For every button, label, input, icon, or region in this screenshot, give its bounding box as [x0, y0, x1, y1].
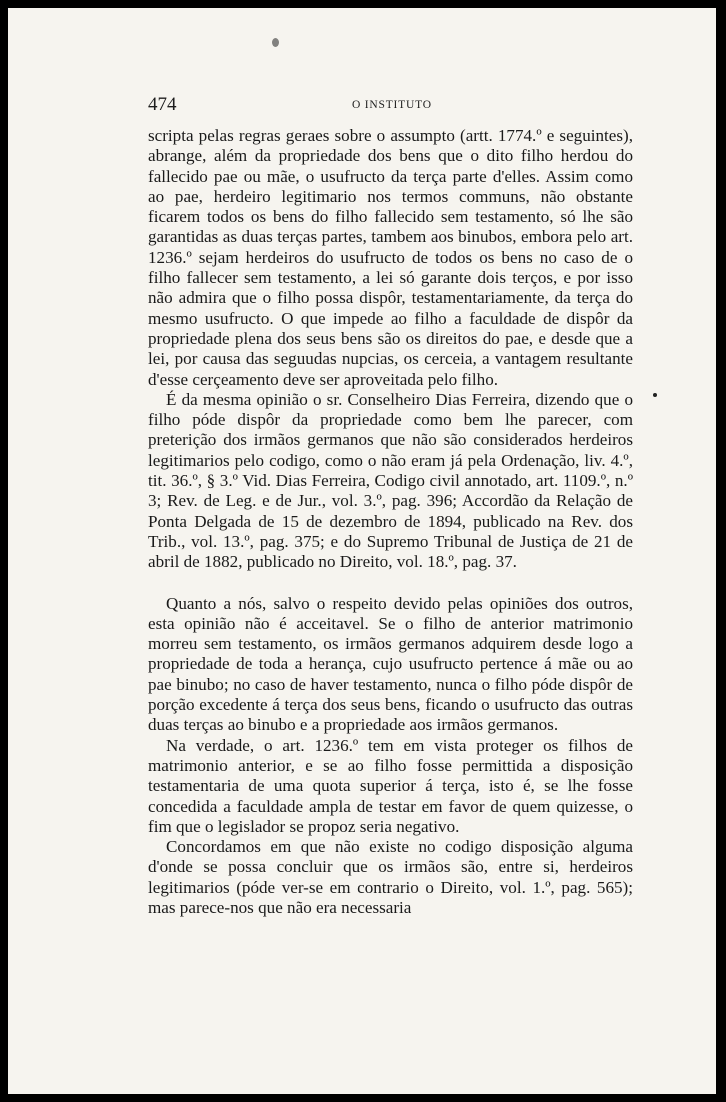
paragraph: Quanto a nós, salvo o respeito devido pelas opiniões dos outros, esta opinião não é acceitavel. Se o filho de anterior matrimonio morreu sem testamento, os irmãos germanos adquirem desde logo a propriedade de toda a herança, cujo usufructo pertence á mãe ou ao pae binubo; no caso de haver testamento, nunca o filho póde dispôr de porção excedente á terça dos seus bens, ficando o usufructo das outras duas terças ao binubo e a propriedade aos irmãos germanos. — [148, 593, 633, 735]
page-number: 474 — [148, 94, 177, 115]
running-head: O INSTITUTO — [352, 99, 432, 111]
book-page — [8, 8, 716, 1094]
paragraph: scripta pelas regras geraes sobre o assumpto (artt. 1774.º e seguintes), abrange, além da propriedade dos bens que o dito filho herdou do fallecido pae ou mãe, o usufructo da terça parte d'elles. Assim como ao pae, herdeiro legitimario nos termos communs, não obstante ficarem todos os bens do filho fallecido sem testamento, só lhe são garantidas as duas terças partes, tambem aos binubos, embora pelo art. 1236.º sejam herdeiros do usufructo de todos os bens no caso de o filho fallecer sem testamento, a lei só garante dois terços, e por isso não admira que o filho possa dispôr, testamentariamente, da terça do mesmo usufructo. O que impede ao filho a faculdade de dispôr da propriedade plena dos seus bens são os direitos do pae, e desde que a lei, por causa das seguudas nupcias, os cerceia, a vantagem resultante d'esse cerçeamento deve ser aproveitada pelo filho. — [148, 126, 633, 389]
paragraph: É da mesma opinião o sr. Conselheiro Dias Ferreira, dizendo que o filho póde dispôr da propriedade como bem lhe parecer, com preterição dos irmãos germanos que não são considerados herdeiros legitimarios pelo codigo, como o não eram já pela Ordenação, liv. 4.º, tit. 36.º, § 3.º Vid. Dias Ferreira, Codigo civil annotado, art. 1109.º, n.º 3; Rev. de Leg. e de Jur., vol. 3.º, pag. 396; Accordão da Relação de Ponta Delgada de 15 de dezembro de 1894, publicado na Rev. dos Trib., vol. 13.º, pag. 375; e do Supremo Tribunal de Justiça de 21 de abril de 1882, publicado no Direito, vol. 18.º, pag. 37. — [148, 389, 633, 572]
paragraph: Concordamos em que não existe no codigo disposição alguma d'onde se possa concluir que os irmãos são, entre si, herdeiros legitimarios (póde ver-se em contrario o Direito, vol. 1.º, pag. 565); mas parece-nos que não era necessaria — [148, 837, 633, 917]
page-header — [148, 94, 632, 118]
ink-spot-margin — [653, 393, 657, 397]
ink-spot-top — [272, 38, 279, 47]
body-text — [148, 126, 633, 918]
paragraph: Na verdade, o art. 1236.º tem em vista proteger os filhos de matrimonio anterior, e se ao filho fosse permittida a disposição testamentaria de uma quota superior á terça, isto é, se lhe fosse concedida a faculdade ampla de testar em favor de quem quizesse, o fim que o legislador se propoz seria negativo. — [148, 735, 633, 836]
